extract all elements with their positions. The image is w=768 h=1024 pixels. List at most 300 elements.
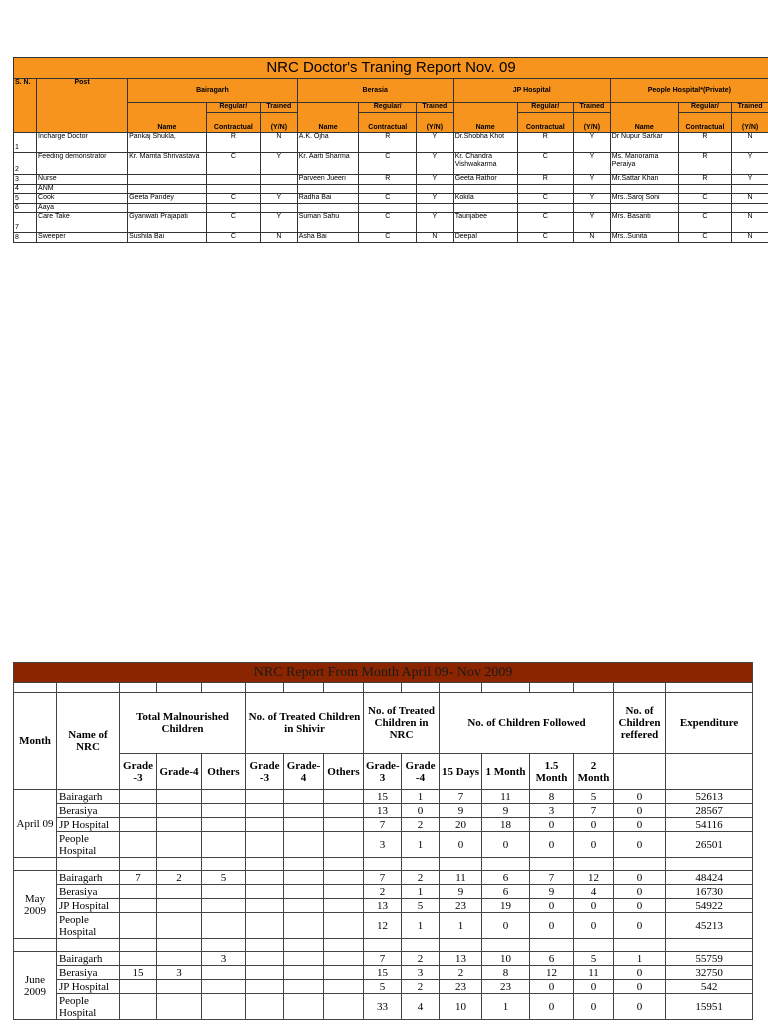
- hospital-header-berasia: Berasia: [297, 79, 453, 103]
- divider-cell: [14, 683, 57, 693]
- regular-contractual-cell: R: [359, 175, 417, 185]
- trained-cell: Y: [417, 153, 454, 175]
- value-cell: [120, 832, 157, 858]
- regular-contractual-cell: C: [517, 194, 574, 204]
- staff-name-cell: Radha Bai: [297, 194, 359, 204]
- value-cell: [120, 804, 157, 818]
- staff-row: [14, 185, 768, 194]
- divider-cell: [402, 683, 440, 693]
- value-cell: [202, 885, 246, 899]
- trained-cell: N: [261, 233, 298, 243]
- value-cell: 0: [614, 832, 666, 858]
- spacer-cell: [324, 858, 364, 871]
- spacer-cell: [246, 858, 284, 871]
- staff-row: [14, 175, 768, 185]
- value-cell: 1: [614, 952, 666, 966]
- value-cell: 5: [574, 790, 614, 804]
- trained-cell: [417, 185, 454, 194]
- value-cell: [202, 994, 246, 1020]
- value-cell: [246, 994, 284, 1020]
- sn-header: S. N.: [14, 79, 37, 133]
- trained-cell: [261, 185, 298, 194]
- trained-header: Trained: [261, 103, 298, 113]
- value-cell: 5: [202, 871, 246, 885]
- regular-contractual-cell: [359, 204, 417, 213]
- spacer-cell: [402, 858, 440, 871]
- nrc-name-cell: Bairagarh: [57, 952, 120, 966]
- nrc-row: [14, 871, 753, 885]
- value-cell: [246, 832, 284, 858]
- value-cell: 10: [482, 952, 530, 966]
- value-cell: 0: [614, 818, 666, 832]
- regular-contractual-cell: R: [678, 133, 731, 153]
- value-cell: 3: [364, 832, 402, 858]
- value-cell: [324, 994, 364, 1020]
- regular-contractual-cell: C: [517, 153, 574, 175]
- value-cell: [120, 980, 157, 994]
- value-cell: 0: [440, 832, 482, 858]
- sn-cell: 6: [14, 204, 37, 213]
- nrc-name-cell: Bairagarh: [57, 871, 120, 885]
- value-cell: 1: [402, 832, 440, 858]
- nrc-row: [14, 818, 753, 832]
- value-cell: 0: [574, 994, 614, 1020]
- value-cell: 11: [574, 966, 614, 980]
- trained-yn-header: (Y/N): [574, 113, 611, 133]
- divider-cell: [57, 683, 120, 693]
- trained-header: Trained: [417, 103, 454, 113]
- value-cell: 7: [364, 952, 402, 966]
- nrc-name-cell: JP Hospital: [57, 818, 120, 832]
- value-cell: 1: [402, 913, 440, 939]
- training-report-sheet: [13, 57, 768, 243]
- value-cell: 0: [574, 832, 614, 858]
- value-cell: 7: [364, 818, 402, 832]
- shivir-others-header: Others: [324, 754, 364, 790]
- value-cell: [202, 790, 246, 804]
- post-cell: Sweeper: [37, 233, 128, 243]
- value-cell: [324, 871, 364, 885]
- value-cell: 0: [530, 832, 574, 858]
- value-cell: 11: [440, 871, 482, 885]
- spacer-cell: [284, 939, 324, 952]
- spacer-cell: [202, 939, 246, 952]
- nrc-name-header: Name of NRC: [57, 693, 120, 790]
- shivir-grade3-header: Grade -3: [246, 754, 284, 790]
- training-report-title: NRC Doctor's Traning Report Nov. 09: [14, 58, 768, 79]
- value-cell: 3: [402, 966, 440, 980]
- contractual-header: Contractual: [678, 113, 731, 133]
- trained-cell: [574, 185, 611, 194]
- regular-contractual-cell: R: [517, 133, 574, 153]
- nrc-name-cell: Berasiya: [57, 804, 120, 818]
- regular-contractual-cell: C: [517, 213, 574, 233]
- regular-header: Regular/: [678, 103, 731, 113]
- value-cell: 1: [440, 913, 482, 939]
- trained-cell: Y: [574, 194, 611, 204]
- value-cell: [284, 885, 324, 899]
- divider-cell: [614, 683, 666, 693]
- value-cell: 18: [482, 818, 530, 832]
- regular-contractual-cell: C: [206, 233, 260, 243]
- regular-contractual-cell: R: [359, 133, 417, 153]
- value-cell: 6: [482, 885, 530, 899]
- value-cell: 0: [614, 994, 666, 1020]
- trained-cell: Y: [417, 133, 454, 153]
- staff-name-cell: Kokila: [453, 194, 517, 204]
- value-cell: [246, 790, 284, 804]
- value-cell: 15: [364, 790, 402, 804]
- nrc-row: [14, 994, 753, 1020]
- contractual-header: Contractual: [206, 113, 260, 133]
- value-cell: [246, 913, 284, 939]
- month-header: Month: [14, 693, 57, 790]
- name-header: Name: [297, 103, 359, 133]
- trained-cell: [732, 185, 768, 194]
- trained-header: Trained: [574, 103, 611, 113]
- value-cell: 48424: [666, 871, 753, 885]
- trained-cell: Y: [732, 153, 768, 175]
- regular-header: Regular/: [359, 103, 417, 113]
- regular-contractual-cell: C: [678, 233, 731, 243]
- value-cell: [324, 913, 364, 939]
- spacer-cell: [666, 858, 753, 871]
- value-cell: 2: [402, 980, 440, 994]
- nrc-report-title: NRC Report From Month April 09- Nov 2009: [14, 663, 753, 683]
- value-cell: 0: [574, 913, 614, 939]
- nrc-row: [14, 804, 753, 818]
- trained-cell: Y: [417, 175, 454, 185]
- value-cell: [284, 980, 324, 994]
- staff-name-cell: A.K. Ojha: [297, 133, 359, 153]
- regular-contractual-cell: R: [678, 175, 731, 185]
- regular-contractual-cell: C: [517, 233, 574, 243]
- month-cell: April 09: [14, 790, 57, 858]
- regular-contractual-cell: [206, 185, 260, 194]
- regular-contractual-cell: [206, 175, 260, 185]
- sn-cell: 2: [14, 153, 37, 175]
- value-cell: 1: [402, 885, 440, 899]
- value-cell: 19: [482, 899, 530, 913]
- shivir-header: No. of Treated Children in Shivir: [246, 693, 364, 754]
- post-cell: Aaya: [37, 204, 128, 213]
- malnourished-header: Total Malnourished Children: [120, 693, 246, 754]
- value-cell: [246, 980, 284, 994]
- staff-name-cell: [297, 204, 359, 213]
- sn-cell: 1: [14, 133, 37, 153]
- value-cell: [202, 913, 246, 939]
- expenditure-sub-empty: [666, 754, 753, 790]
- trained-header: Trained: [732, 103, 768, 113]
- value-cell: [324, 818, 364, 832]
- value-cell: 0: [402, 804, 440, 818]
- value-cell: 0: [614, 804, 666, 818]
- value-cell: 45213: [666, 913, 753, 939]
- value-cell: 55759: [666, 952, 753, 966]
- value-cell: [157, 885, 202, 899]
- staff-row: [14, 204, 768, 213]
- staff-name-cell: Mrs..Sunita: [610, 233, 678, 243]
- value-cell: 0: [530, 899, 574, 913]
- value-cell: 32750: [666, 966, 753, 980]
- staff-name-cell: Geeta Rathor: [453, 175, 517, 185]
- value-cell: 0: [614, 966, 666, 980]
- regular-contractual-cell: R: [206, 133, 260, 153]
- divider-cell: [157, 683, 202, 693]
- trained-cell: Y: [732, 175, 768, 185]
- staff-name-cell: Mrs. Basanti: [610, 213, 678, 233]
- value-cell: [157, 899, 202, 913]
- regular-contractual-cell: C: [359, 153, 417, 175]
- value-cell: 9: [440, 804, 482, 818]
- referred-header: No. of Children reffered: [614, 693, 666, 754]
- nrc-report-table: [13, 662, 753, 1020]
- value-cell: [120, 885, 157, 899]
- staff-name-cell: Taurijabee: [453, 213, 517, 233]
- post-header: Post: [37, 79, 128, 133]
- value-cell: 0: [614, 899, 666, 913]
- value-cell: [202, 966, 246, 980]
- regular-contractual-cell: [678, 185, 731, 194]
- value-cell: 0: [574, 818, 614, 832]
- trained-cell: N: [417, 233, 454, 243]
- value-cell: 11: [482, 790, 530, 804]
- value-cell: 13: [440, 952, 482, 966]
- value-cell: 0: [530, 980, 574, 994]
- value-cell: 8: [530, 790, 574, 804]
- trained-cell: [261, 175, 298, 185]
- month-cell: May 2009: [14, 871, 57, 939]
- followed-1month-header: 1 Month: [482, 754, 530, 790]
- staff-name-cell: [128, 185, 207, 194]
- staff-name-cell: Kr. Aarti Sharma: [297, 153, 359, 175]
- nrc-name-cell: People Hospital: [57, 913, 120, 939]
- staff-name-cell: [453, 185, 517, 194]
- value-cell: 7: [120, 871, 157, 885]
- regular-contractual-cell: C: [206, 213, 260, 233]
- nrc-row: [14, 952, 753, 966]
- value-cell: [284, 994, 324, 1020]
- staff-name-cell: Dr Nupur Sarkar: [610, 133, 678, 153]
- spacer-cell: [364, 939, 402, 952]
- spacer-cell: [482, 858, 530, 871]
- value-cell: [157, 913, 202, 939]
- value-cell: [120, 913, 157, 939]
- value-cell: [246, 899, 284, 913]
- value-cell: 4: [402, 994, 440, 1020]
- name-header: Name: [128, 103, 207, 133]
- value-cell: 5: [574, 952, 614, 966]
- value-cell: 13: [364, 899, 402, 913]
- value-cell: 1: [402, 790, 440, 804]
- value-cell: 9: [440, 885, 482, 899]
- value-cell: 54922: [666, 899, 753, 913]
- value-cell: 0: [614, 885, 666, 899]
- value-cell: 0: [614, 790, 666, 804]
- staff-name-cell: [610, 185, 678, 194]
- value-cell: [284, 790, 324, 804]
- regular-header: Regular/: [206, 103, 260, 113]
- sn-cell: 3: [14, 175, 37, 185]
- value-cell: 23: [440, 980, 482, 994]
- trained-cell: [261, 204, 298, 213]
- regular-contractual-cell: C: [206, 153, 260, 175]
- value-cell: [157, 832, 202, 858]
- sn-cell: 8: [14, 233, 37, 243]
- value-cell: 6: [530, 952, 574, 966]
- staff-name-cell: Kr. Chandra Vishwakarma: [453, 153, 517, 175]
- value-cell: [284, 952, 324, 966]
- treated-nrc-header: No. of Treated Children in NRC: [364, 693, 440, 754]
- value-cell: 3: [530, 804, 574, 818]
- value-cell: 2: [402, 818, 440, 832]
- value-cell: 6: [482, 871, 530, 885]
- value-cell: 0: [482, 832, 530, 858]
- regular-contractual-cell: C: [678, 194, 731, 204]
- sn-cell: 4: [14, 185, 37, 194]
- name-header: Name: [453, 103, 517, 133]
- staff-name-cell: [453, 204, 517, 213]
- value-cell: [157, 790, 202, 804]
- spacer-cell: [202, 858, 246, 871]
- post-cell: ANM: [37, 185, 128, 194]
- spacer-cell: [120, 858, 157, 871]
- staff-name-cell: Mrs..Saroj Soni: [610, 194, 678, 204]
- post-cell: Cook: [37, 194, 128, 204]
- trained-cell: N: [732, 194, 768, 204]
- value-cell: [324, 966, 364, 980]
- value-cell: 0: [614, 871, 666, 885]
- value-cell: [246, 966, 284, 980]
- value-cell: 23: [482, 980, 530, 994]
- trained-cell: Y: [261, 213, 298, 233]
- grade3-header: Grade -3: [120, 754, 157, 790]
- value-cell: 28567: [666, 804, 753, 818]
- nrc-name-cell: Berasiya: [57, 966, 120, 980]
- spacer-cell: [440, 858, 482, 871]
- value-cell: [157, 804, 202, 818]
- regular-contractual-cell: R: [517, 175, 574, 185]
- trained-cell: N: [732, 233, 768, 243]
- nrc-name-cell: People Hospital: [57, 832, 120, 858]
- trained-cell: N: [732, 133, 768, 153]
- regular-contractual-cell: [517, 204, 574, 213]
- divider-cell: [202, 683, 246, 693]
- divider-cell: [666, 683, 753, 693]
- value-cell: [120, 899, 157, 913]
- divider-cell: [440, 683, 482, 693]
- staff-row: [14, 233, 768, 243]
- value-cell: 52613: [666, 790, 753, 804]
- nrc-grade3-header: Grade-3: [364, 754, 402, 790]
- value-cell: [284, 871, 324, 885]
- staff-name-cell: Gyanwati Prajapati: [128, 213, 207, 233]
- value-cell: 12: [574, 871, 614, 885]
- spacer-cell: [574, 939, 614, 952]
- regular-contractual-cell: C: [359, 194, 417, 204]
- spacer-cell: [530, 939, 574, 952]
- value-cell: 2: [402, 871, 440, 885]
- regular-contractual-cell: [359, 185, 417, 194]
- spacer-cell: [614, 939, 666, 952]
- value-cell: [246, 952, 284, 966]
- value-cell: [246, 885, 284, 899]
- value-cell: 0: [482, 913, 530, 939]
- staff-name-cell: Suman Sahu: [297, 213, 359, 233]
- value-cell: 10: [440, 994, 482, 1020]
- trained-cell: N: [261, 133, 298, 153]
- spacer-cell: [14, 858, 57, 871]
- regular-header: Regular/: [517, 103, 574, 113]
- value-cell: 33: [364, 994, 402, 1020]
- value-cell: [202, 818, 246, 832]
- expenditure-header: Expenditure: [666, 693, 753, 754]
- value-cell: [324, 980, 364, 994]
- value-cell: [284, 818, 324, 832]
- value-cell: 15: [120, 966, 157, 980]
- nrc-row: [14, 885, 753, 899]
- value-cell: [324, 804, 364, 818]
- trained-cell: N: [732, 213, 768, 233]
- trained-cell: Y: [574, 175, 611, 185]
- trained-cell: N: [574, 233, 611, 243]
- value-cell: 15951: [666, 994, 753, 1020]
- post-cell: Feeding demonstrator: [37, 153, 128, 175]
- nrc-row: [14, 913, 753, 939]
- month-spacer-row: [14, 858, 753, 871]
- staff-name-cell: [128, 175, 207, 185]
- trained-cell: Y: [574, 213, 611, 233]
- value-cell: [324, 952, 364, 966]
- trained-yn-header: (Y/N): [417, 113, 454, 133]
- spacer-cell: [364, 858, 402, 871]
- divider-cell: [324, 683, 364, 693]
- value-cell: 12: [364, 913, 402, 939]
- others-header: Others: [202, 754, 246, 790]
- staff-name-cell: Pankaj Shukla,: [128, 133, 207, 153]
- value-cell: 8: [482, 966, 530, 980]
- value-cell: [120, 994, 157, 1020]
- post-cell: Care Take: [37, 213, 128, 233]
- nrc-row: [14, 980, 753, 994]
- spacer-cell: [157, 858, 202, 871]
- training-report-table: [13, 57, 768, 243]
- value-cell: 12: [530, 966, 574, 980]
- divider-cell: [574, 683, 614, 693]
- staff-name-cell: Geeta Pandey: [128, 194, 207, 204]
- sn-cell: 5: [14, 194, 37, 204]
- value-cell: 13: [364, 804, 402, 818]
- trained-cell: Y: [261, 194, 298, 204]
- value-cell: 0: [574, 980, 614, 994]
- followed-2month-header: 2 Month: [574, 754, 614, 790]
- nrc-row: [14, 790, 753, 804]
- post-cell: Nurse: [37, 175, 128, 185]
- value-cell: 0: [614, 980, 666, 994]
- trained-cell: Y: [574, 153, 611, 175]
- value-cell: 9: [530, 885, 574, 899]
- regular-contractual-cell: [206, 204, 260, 213]
- nrc-report-sheet: [13, 662, 751, 1020]
- spacer-cell: [57, 858, 120, 871]
- value-cell: [246, 818, 284, 832]
- trained-cell: [732, 204, 768, 213]
- value-cell: 2: [364, 885, 402, 899]
- divider-cell: [284, 683, 324, 693]
- nrc-name-cell: JP Hospital: [57, 980, 120, 994]
- regular-contractual-cell: [678, 204, 731, 213]
- trained-yn-header: (Y/N): [261, 113, 298, 133]
